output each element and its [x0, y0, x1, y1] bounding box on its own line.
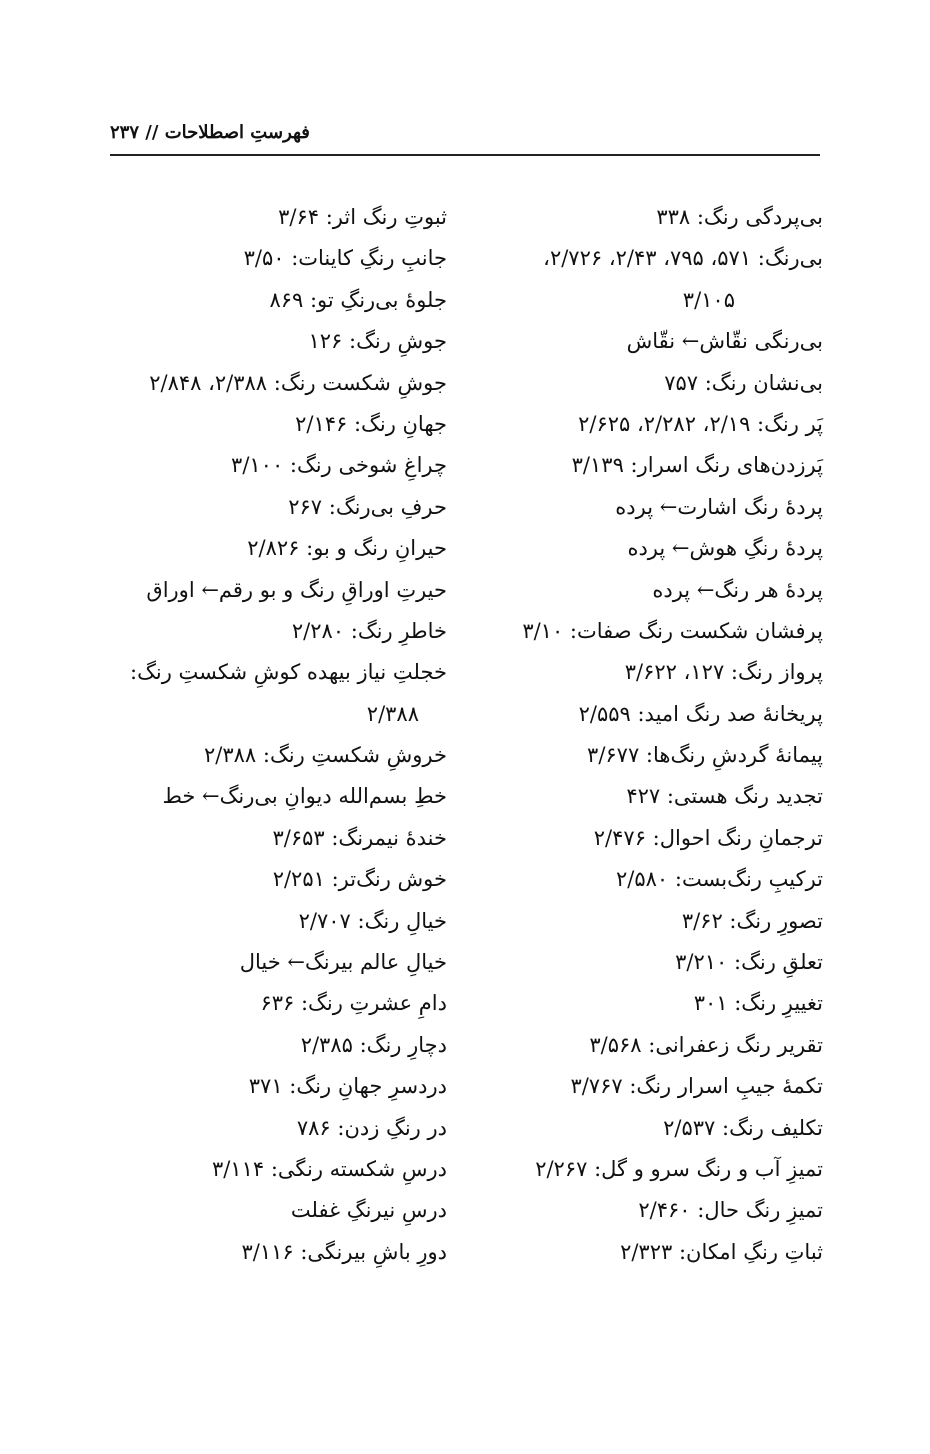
index-entry: خیالِ رنگ: ۲/۷۰۷ — [298, 908, 447, 933]
index-entry: پَرزدن‌های رنگ اسرار: ۳/۱۳۹ — [571, 453, 823, 478]
index-entry-continuation: ۳/۱۰۵ — [682, 287, 735, 312]
index-entry: تعلقِ رنگ: ۳/۲۱۰ — [675, 950, 823, 975]
index-entry: تمیزِ آب و رنگ سرو و گل: ۲/۲۶۷ — [535, 1156, 823, 1181]
index-entry: ثبوتِ رنگ اثر: ۳/۶۴ — [278, 205, 447, 229]
index-entry: دامِ عشرتِ رنگ: ۶۳۶ — [260, 991, 447, 1016]
index-entry: جلوهٔ بی‌رنگِ تو: ۸۶۹ — [269, 287, 447, 312]
index-entry: حیرتِ اوراقِ رنگ و بو رقم← اوراق — [146, 577, 447, 602]
index-entry: چراغِ شوخی رنگ: ۳/۱۰۰ — [231, 453, 447, 478]
index-entry: خجلتِ نیاز بیهده کوشِ شکستِ رنگ: — [130, 660, 447, 685]
index-entry: دردسرِ جهانِ رنگ: ۳۷۱ — [248, 1074, 447, 1099]
index-entry: خاطرِ رنگ: ۲/۲۸۰ — [291, 618, 447, 643]
index-entry: تکمهٔ جیبِ اسرار رنگ: ۳/۷۶۷ — [570, 1074, 823, 1099]
index-entry: جانبِ رنگِ کاینات: ۳/۵۰ — [243, 246, 447, 271]
index-entry: پرواز رنگ: ۱۲۷، ۳/۶۲۲ — [624, 660, 823, 685]
index-entry: خیالِ عالم بیرنگ← خیال — [239, 950, 447, 975]
index-entry: پردهٔ رنگ اشارت← پرده — [615, 494, 823, 519]
index-entry: خندهٔ نیمرنگ: ۳/۶۵۳ — [272, 825, 447, 850]
index-entry: تصورِ رنگ: ۳/۶۲ — [681, 908, 823, 933]
index-entry: بی‌پردگی رنگ: ۳۳۸ — [656, 205, 823, 229]
index-entry: درسِ نیرنگِ غفلت — [290, 1198, 447, 1223]
index-entry: دورِ باشِ بیرنگی: ۳/۱۱۶ — [241, 1239, 447, 1264]
index-entry: بی‌رنگی نقّاش← نقّاش — [626, 329, 823, 354]
index-entry: در رنگِ زدن: ۷۸۶ — [296, 1115, 447, 1140]
index-entry: تقریر رنگ زعفرانی: ۳/۵۶۸ — [589, 1032, 823, 1057]
index-column-right — [493, 197, 823, 1273]
index-entry: حیرانِ رنگ و بو: ۲/۸۲۶ — [247, 536, 447, 561]
index-entry: ترکیبِ رنگ‌بست: ۲/۵۸۰ — [616, 867, 823, 892]
index-column-left — [107, 197, 447, 1273]
index-entry: بی‌نشان رنگ: ۷۵۷ — [664, 370, 823, 395]
index-entry-continuation: ۲/۳۸۸ — [366, 701, 419, 726]
index-entry: پردهٔ رنگِ هوش← پرده — [627, 536, 823, 561]
index-entry: حرفِ بی‌رنگ: ۲۶۷ — [288, 494, 447, 519]
index-entry: خطِ بسم‌الله دیوانِ بی‌رنگ← خط — [162, 784, 447, 809]
index-entry: جهانِ رنگ: ۲/۱۴۶ — [295, 411, 447, 436]
index-entry: تغییرِ رنگ: ۳۰۱ — [693, 991, 823, 1016]
index-entry: خوش رنگ‌تر: ۲/۲۵۱ — [272, 867, 447, 892]
index-entry: پریخانهٔ صد رنگ امید: ۲/۵۵۹ — [578, 701, 823, 726]
index-entry: درسِ شکسته رنگی: ۳/۱۱۴ — [211, 1156, 447, 1181]
index-entry: پَر رنگ: ۲/۱۹، ۲/۲۸۲، ۲/۶۲۵ — [578, 411, 823, 436]
index-entry: ترجمانِ رنگ احوال: ۲/۴۷۶ — [593, 825, 823, 850]
index-entry: تکلیف رنگ: ۲/۵۳۷ — [663, 1115, 823, 1140]
index-entry: خروشِ شکستِ رنگ: ۲/۳۸۸ — [204, 743, 447, 768]
page-header — [110, 118, 820, 156]
index-entry: جوشِ شکست رنگ: ۲/۳۸۸، ۲/۸۴۸ — [149, 370, 447, 395]
index-entry: تجدید رنگ هستی: ۴۲۷ — [626, 784, 823, 809]
index-entry: دچارِ رنگ: ۲/۳۸۵ — [300, 1032, 447, 1057]
index-entry: بی‌رنگ: ۵۷۱، ۷۹۵، ۲/۴۳، ۲/۷۲۶، — [543, 246, 823, 271]
index-entry: ثباتِ رنگِ امکان: ۲/۳۲۳ — [620, 1239, 823, 1264]
index-entry: تمیزِ رنگ حال: ۲/۴۶۰ — [638, 1198, 823, 1223]
index-entry: پرفشان شکست رنگ صفات: ۳/۱۰ — [522, 618, 823, 643]
index-entry: جوشِ رنگ: ۱۲۶ — [308, 329, 447, 354]
running-header-title: فهرستِ اصطلاحات // ۲۳۷ — [110, 122, 310, 143]
index-entry: پیمانهٔ گردشِ رنگ‌ها: ۳/۶۷۷ — [587, 743, 823, 768]
index-entry: پردهٔ هر رنگ← پرده — [652, 577, 823, 602]
